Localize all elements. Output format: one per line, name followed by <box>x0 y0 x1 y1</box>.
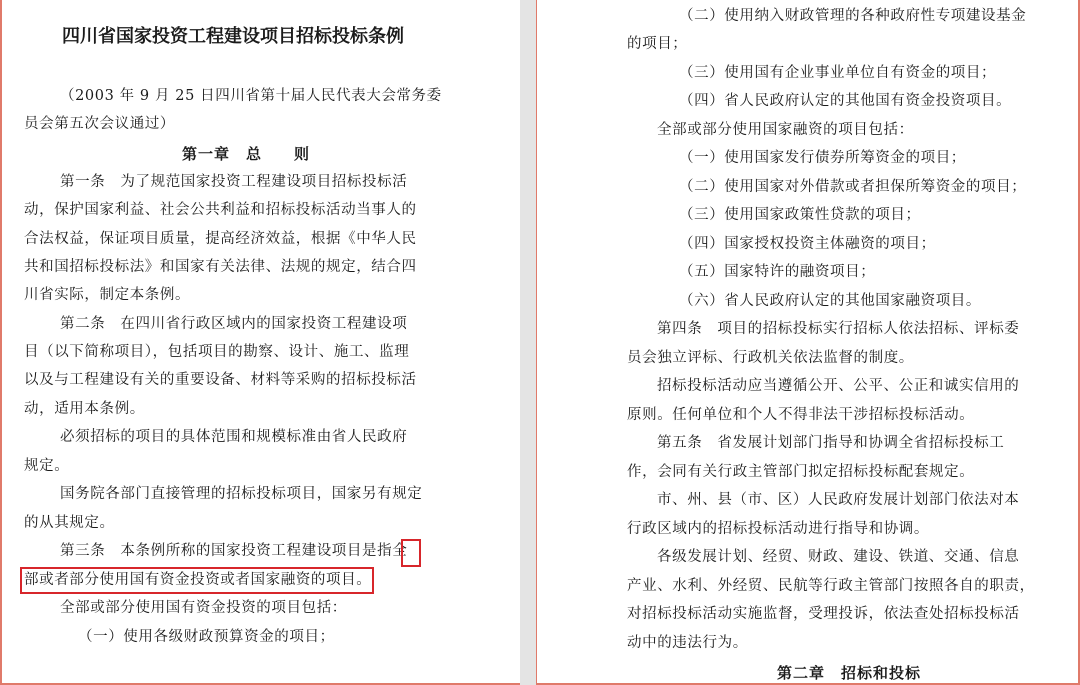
text-line: 招标投标活动应当遵循公开、公平、公正和诚实信用的 <box>657 378 1020 394</box>
text-line: 第二条 在四川省行政区域内的国家投资工程建设项 <box>60 316 408 332</box>
text-line: 行政区域内的招标投标活动进行指导和协调。 <box>627 521 929 537</box>
text-line: 的从其规定。 <box>24 515 115 531</box>
text-line: （二）使用纳入财政管理的各种政府性专项建设基金 <box>679 8 1027 24</box>
text-line: 的项目； <box>627 36 688 52</box>
text-line: （四）国家授权投资主体融资的项目； <box>679 236 936 252</box>
text-line: 对招标投标活动实施监督，受理投诉，依法查处招标投标活 <box>627 606 1020 622</box>
text-line: 国务院各部门直接管理的招标投标项目，国家另有规定 <box>60 486 423 502</box>
text-line: （一）使用各级财政预算资金的项目； <box>78 629 335 645</box>
text-line: 产业、水利、外经贸、民航等行政主管部门按照各自的职责， <box>627 578 1035 594</box>
chapter-heading: 第二章 招标和投标 <box>777 664 922 682</box>
text-line: 第四条 项目的招标投标实行招标人依法招标、评标委 <box>657 321 1020 337</box>
text-line: 原则。任何单位和个人不得非法干涉招标投标活动。 <box>627 407 975 423</box>
text-line: 动中的违法行为。 <box>627 635 748 651</box>
text-line: 第一条 为了规范国家投资工程建设项目招标投标活 <box>60 174 408 190</box>
text-line: （五）国家特许的融资项目； <box>679 264 876 280</box>
text-line: 目（以下简称项目），包括项目的勘察、设计、施工、监理 <box>24 344 410 360</box>
text-line: 以及与工程建设有关的重要设备、材料等采购的招标投标活 <box>24 372 417 388</box>
right-page <box>536 0 1080 685</box>
text-line: 作，会同有关行政主管部门拟定招标投标配套规定。 <box>627 464 975 480</box>
page-gutter <box>520 0 536 685</box>
text-line: 全部或部分使用国有资金投资的项目包括： <box>60 600 347 616</box>
text-line: （三）使用国有企业事业单位自有资金的项目； <box>679 65 997 81</box>
text-line: 合法权益，保证项目质量，提高经济效益，根据《中华人民 <box>24 231 417 247</box>
text-line: （三）使用国家政策性贷款的项目； <box>679 207 921 223</box>
document-title: 四川省国家投资工程建设项目招标投标条例 <box>62 26 404 47</box>
text-line: （2003 年 9 月 25 日四川省第十届人民代表大会常务委 <box>60 88 442 104</box>
text-line: （一）使用国家发行债券所筹资金的项目； <box>679 150 966 166</box>
text-line: 必须招标的项目的具体范围和规模标准由省人民政府 <box>60 429 408 445</box>
text-line: （二）使用国家对外借款或者担保所筹资金的项目； <box>679 179 1027 195</box>
chapter-heading: 第一章 总 则 <box>182 145 311 163</box>
text-line: （四）省人民政府认定的其他国有资金投资项目。 <box>679 93 1012 109</box>
text-line: 第五条 省发展计划部门指导和协调全省招标投标工 <box>657 435 1005 451</box>
text-line: 市、州、县（市、区）人民政府发展计划部门依法对本 <box>657 492 1020 508</box>
text-line: 动，适用本条例。 <box>24 401 145 417</box>
text-line: 共和国招标投标法》和国家有关法律、法规的规定，结合四 <box>24 259 417 275</box>
text-line: （六）省人民政府认定的其他国家融资项目。 <box>679 293 981 309</box>
text-line: 第三条 本条例所称的国家投资工程建设项目是指全 <box>60 543 408 559</box>
text-line: 全部或部分使用国家融资的项目包括： <box>657 122 914 138</box>
text-line: 川省实际，制定本条例。 <box>24 287 191 303</box>
text-line: 动，保护国家利益、社会公共利益和招标投标活动当事人的 <box>24 202 417 218</box>
text-line: 员会第五次会议通过） <box>24 116 175 132</box>
left-page <box>0 0 520 685</box>
text-line: 各级发展计划、经贸、财政、建设、铁道、交通、信息 <box>657 549 1020 565</box>
text-line: 员会独立评标、行政机关依法监督的制度。 <box>627 350 914 366</box>
text-line: 部或者部分使用国有资金投资或者国家融资的项目。 <box>24 572 372 588</box>
text-line: 规定。 <box>24 458 70 474</box>
